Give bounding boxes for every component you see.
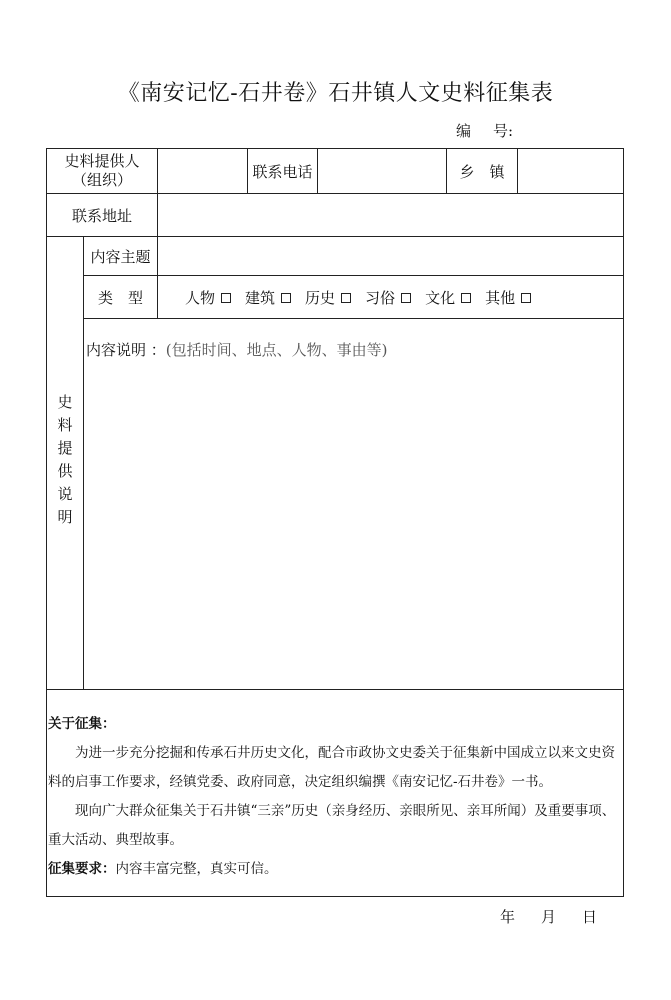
checkbox-history[interactable] <box>341 293 351 303</box>
serial-label-part2: 号: <box>493 122 514 140</box>
notice-section <box>48 710 624 884</box>
serial-label-part1: 编 <box>456 122 494 140</box>
topic-label: 内容主题 <box>90 247 151 266</box>
form-title: 《南安记忆-石井卷》石井镇人文史料征集表 <box>117 81 554 106</box>
notice-paragraph-2: 现向广大群众征集关于石井镇“三亲”历史（亲身经历、亲眼所见、亲耳所闻）及重要事项、重大活动、典型故事。 <box>48 803 616 848</box>
provider-field[interactable] <box>158 149 247 193</box>
provider-label-line1: 史料提供人 <box>64 152 140 170</box>
checkbox-person[interactable] <box>221 293 231 303</box>
type-option-history[interactable]: 历史 <box>305 287 351 308</box>
table-line-row3 <box>83 275 624 276</box>
town-label: 乡 镇 <box>459 162 505 181</box>
provider-label <box>47 149 157 193</box>
notice-requirements <box>48 855 624 884</box>
checkbox-custom[interactable] <box>401 293 411 303</box>
phone-field[interactable] <box>318 149 446 193</box>
section-label <box>47 236 83 689</box>
date-year: 年 <box>500 908 516 926</box>
town-field[interactable] <box>518 149 623 193</box>
requirements-text: 内容丰富完整，真实可信。 <box>115 861 278 877</box>
address-field[interactable] <box>158 194 623 236</box>
date-month: 月 <box>541 908 557 926</box>
type-label: 类 型 <box>97 288 143 307</box>
checkbox-culture[interactable] <box>461 293 471 303</box>
checkbox-building[interactable] <box>281 293 291 303</box>
notice-paragraph-1: 为进一步充分挖掘和传承石井历史文化，配合市政协文史委关于征集新中国成立以来文史资料的启事工作要求，经镇党委、政府同意，决定组织编撰《南安记忆-石井卷》一书。 <box>48 745 615 790</box>
type-option-building[interactable]: 建筑 <box>245 287 291 308</box>
type-option-other[interactable]: 其他 <box>485 287 531 308</box>
type-option-culture[interactable]: 文化 <box>425 287 471 308</box>
date-day: 日 <box>582 908 598 926</box>
phone-label: 联系电话 <box>252 162 313 181</box>
type-options <box>185 287 545 308</box>
type-option-person[interactable]: 人物 <box>185 287 231 308</box>
table-line-bottom <box>46 896 624 897</box>
type-option-custom[interactable]: 习俗 <box>365 287 411 308</box>
notice-heading: 关于征集： <box>48 716 116 732</box>
serial-number-label <box>456 120 513 141</box>
date-line <box>500 906 597 927</box>
description-label <box>86 339 388 360</box>
address-label: 联系地址 <box>71 206 132 225</box>
requirements-heading: 征集要求： <box>48 861 116 877</box>
table-line-row4 <box>83 318 624 319</box>
description-hint: (包括时间、地点、人物、事由等) <box>165 341 388 359</box>
topic-field[interactable] <box>158 237 623 275</box>
description-label-text: 内容说明 ： <box>86 341 166 359</box>
provider-label-line2: （组织） <box>71 171 132 189</box>
description-field[interactable] <box>84 362 623 688</box>
table-line-row5 <box>46 689 624 690</box>
section-label-text: 史料提供说明 <box>55 393 74 532</box>
checkbox-other[interactable] <box>521 293 531 303</box>
